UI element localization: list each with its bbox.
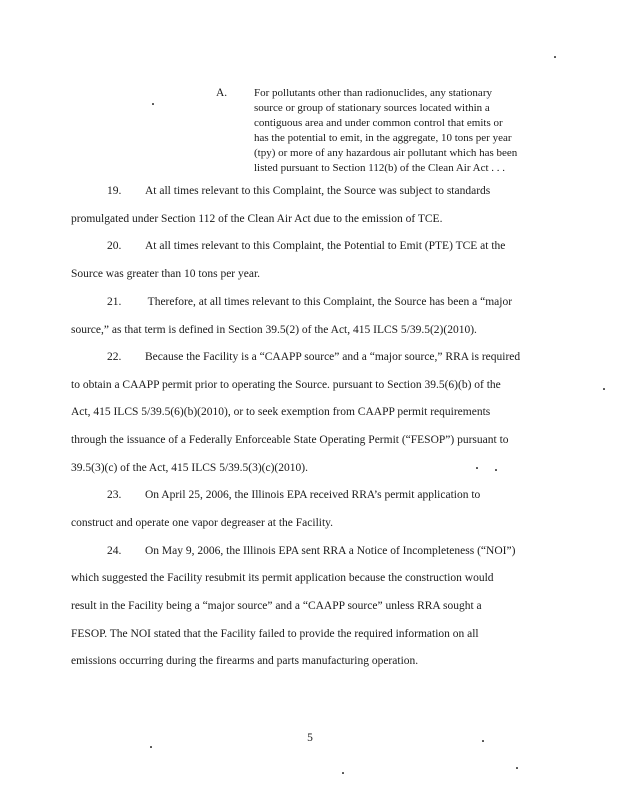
- paragraph-22-line-3: Act, 415 ILCS 5/39.5(6)(b)(2010), or to seek exemption from CAAPP permit requirements: [71, 406, 491, 418]
- page-number: 5: [307, 732, 313, 744]
- scan-speck: [482, 740, 484, 742]
- scan-speck: [554, 56, 556, 58]
- paragraph-22-line-4: through the issuance of a Federally Enforceable State Operating Permit (“FESOP”) pursuant to: [71, 434, 509, 446]
- subsection-line: contiguous area and under common control that emits or: [254, 117, 503, 129]
- paragraph-number: 19.: [107, 185, 122, 197]
- subsection-line: For pollutants other than radionuclides, any stationary: [254, 87, 492, 99]
- subsection-letter: A.: [216, 87, 228, 99]
- scan-speck: [476, 467, 478, 469]
- paragraph-22-line-5: 39.5(3)(c) of the Act, 415 ILCS 5/39.5(3)(c)(2010).: [71, 462, 308, 474]
- paragraph-21-line-2: source,” as that term is defined in Section 39.5(2) of the Act, 415 ILCS 5/39.5(2)(2010).: [71, 324, 477, 336]
- subsection-line: has the potential to emit, in the aggregate, 10 tons per year: [254, 132, 512, 144]
- scan-speck: [603, 388, 605, 390]
- paragraph-number: 22.: [107, 351, 122, 363]
- paragraph-22-line-1: [107, 349, 520, 365]
- paragraph-24-line-4: FESOP. The NOI stated that the Facility failed to provide the required information on all: [71, 628, 479, 640]
- scan-speck: [495, 469, 497, 471]
- paragraph-number: 23.: [107, 489, 122, 501]
- paragraph-number: 21.: [107, 296, 122, 308]
- paragraph-19-line-2: promulgated under Section 112 of the Clean Air Act due to the emission of TCE.: [71, 213, 443, 225]
- paragraph-20-line-2: Source was greater than 10 tons per year.: [71, 268, 261, 280]
- scan-speck: [342, 772, 344, 774]
- paragraph-number: 20.: [107, 240, 122, 252]
- scan-speck: [152, 103, 154, 105]
- paragraph-24-line-3: result in the Facility being a “major source” and a “CAAPP source” unless RRA sought a: [71, 600, 482, 612]
- paragraph-19-line-1: [107, 183, 490, 199]
- paragraph-text: At all times relevant to this Complaint, the Potential to Emit (PTE) TCE at the: [145, 240, 506, 252]
- subsection-line: source or group of stationary sources located within a: [254, 102, 490, 114]
- paragraph-24-line-2: which suggested the Facility resubmit its permit application because the construction would: [71, 572, 494, 584]
- subsection-line: listed pursuant to Section 112(b) of the Clean Air Act . . .: [254, 162, 506, 174]
- paragraph-24-line-5: emissions occurring during the firearms and parts manufacturing operation.: [71, 655, 419, 667]
- subsection-line: (tpy) or more of any hazardous air pollutant which has been: [254, 147, 518, 159]
- scan-speck: [150, 746, 152, 748]
- paragraph-20-line-1: [107, 238, 505, 254]
- paragraph-21-line-1: [107, 294, 512, 310]
- paragraph-number: 24.: [107, 545, 122, 557]
- scan-speck: [516, 767, 518, 769]
- paragraph-text: Therefore, at all times relevant to this Complaint, the Source has been a “major: [145, 296, 513, 308]
- subsection-text: [254, 86, 556, 176]
- paragraph-22-line-2: to obtain a CAAPP permit prior to operating the Source. pursuant to Section 39.5(6)(b) of the: [71, 379, 501, 391]
- paragraph-text: On April 25, 2006, the Illinois EPA received RRA’s permit application to: [145, 489, 481, 501]
- paragraph-text: At all times relevant to this Complaint, the Source was subject to standards: [145, 185, 491, 197]
- paragraph-23-line-2: construct and operate one vapor degreaser at the Facility.: [71, 517, 334, 529]
- paragraph-24-line-1: [107, 543, 515, 559]
- paragraph-23-line-1: [107, 487, 480, 503]
- paragraph-text: On May 9, 2006, the Illinois EPA sent RRA a Notice of Incompleteness (“NOI”): [145, 545, 516, 557]
- paragraph-text: Because the Facility is a “CAAPP source” and a “major source,” RRA is required: [145, 351, 521, 363]
